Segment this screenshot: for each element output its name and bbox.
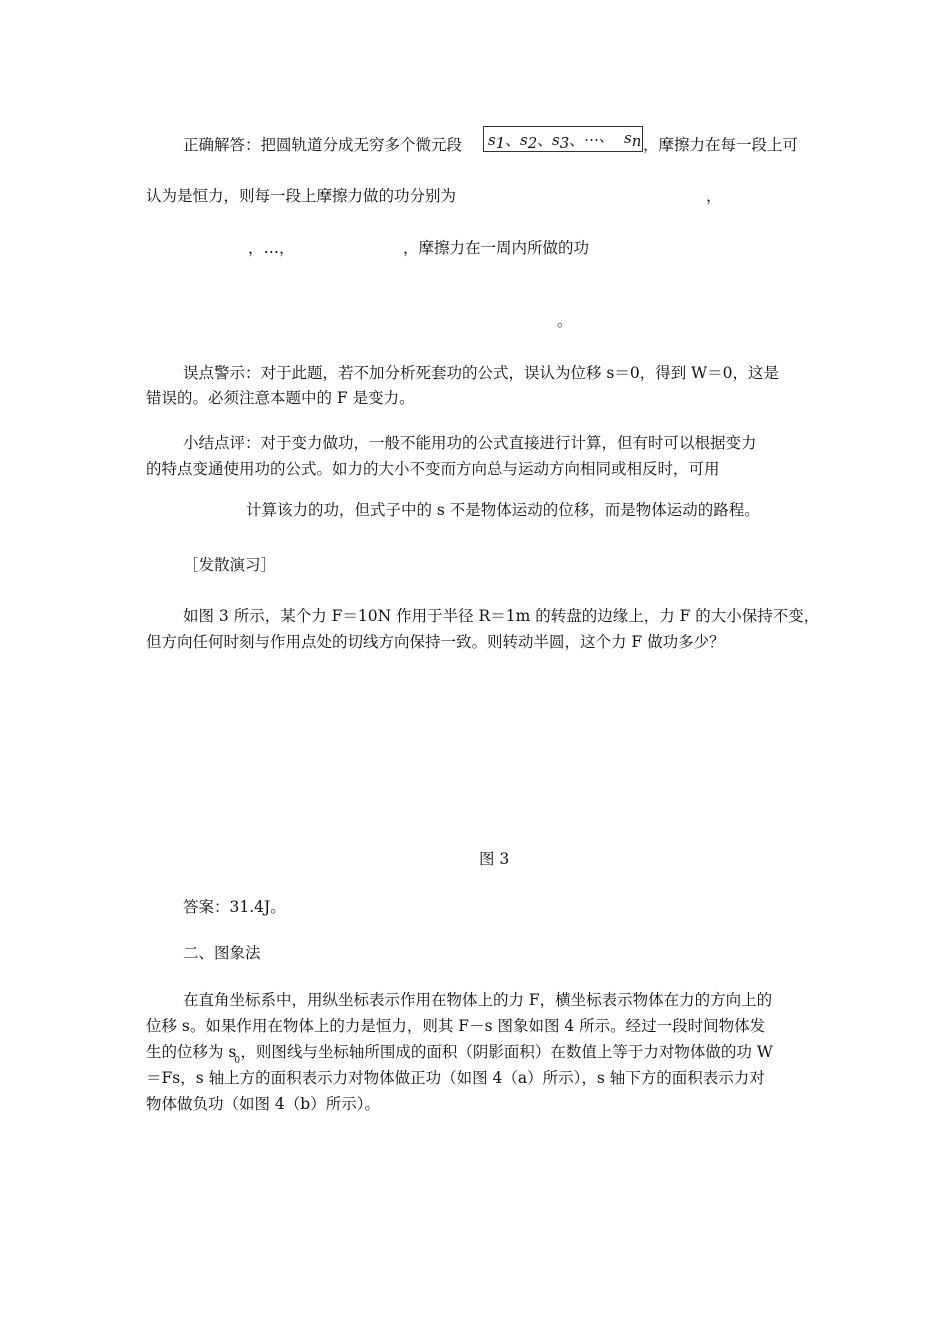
segment-s: sn <box>624 129 642 150</box>
subscript-zero: 0 <box>234 1056 241 1066</box>
exercise-answer: 答案：31.4J。 <box>183 898 286 916</box>
section-line-2: 位移 s。如果作用在物体上的力是恒力，则其 F－s 图象如图 4 所示。经过一段时间物体发 <box>146 1017 766 1035</box>
exercise-line-1: 如图 3 所示，某个力 F＝10N 作用于半径 R＝1m 的转盘的边缘上，力 F 的大小保持不变， <box>183 607 820 625</box>
answer-line-3b: ，摩擦力在一周内所做的功 <box>403 239 590 257</box>
exercise-line-2: 但方向任何时刻与作用点处的切线方向保持一致。则转动半圆，这个力 F 做功多少？ <box>146 633 725 651</box>
segment-s: s1、 <box>488 131 521 152</box>
exercise-heading: ［发散演习］ <box>183 556 277 574</box>
segment-s: s2、 <box>520 131 553 152</box>
segment-formula-image <box>483 126 643 152</box>
section-heading: 二、图象法 <box>183 944 261 962</box>
section-line-4: ＝Fs，s 轴上方的面积表示力对物体做正功（如图 4（a）所示），s 轴下方的面积表示力对 <box>146 1069 765 1087</box>
answer-line-4: 。 <box>557 312 573 330</box>
answer-line-1b: ，摩擦力在每一段上可 <box>643 136 799 154</box>
section-line-3: 生的位移为 s 0 ，则图线与坐标轴所围成的面积（阴影面积）在数值上等于力对物体做的功 W <box>146 1042 773 1062</box>
answer-line-2b: ， <box>706 187 722 205</box>
figure-caption: 图 3 <box>479 850 510 868</box>
summary-line-1: 小结点评：对于变力做功，一般不能用功的公式直接进行计算，但有时可以根据变力 <box>183 434 757 452</box>
summary-line-3: 计算该力的功，但式子中的 s 不是物体运动的位移，而是物体运动的路程。 <box>246 501 760 519</box>
segment-ellipsis: …、 <box>584 127 615 145</box>
warning-line-2: 错误的。必须注意本题中的 F 是变力。 <box>146 389 415 407</box>
section-line-5: 物体做负功（如图 4（b）所示）。 <box>146 1095 380 1113</box>
warning-line-1: 误点警示：对于此题，若不加分析死套功的公式，误认为位移 s＝0，得到 W＝0，这是 <box>183 364 779 382</box>
answer-line-1a: 正确解答：把圆轨道分成无穷多个微元段 <box>183 136 463 154</box>
section-line-1: 在直角坐标系中，用纵坐标表示作用在物体上的力 F，横坐标表示物体在力的方向上的 <box>183 991 773 1009</box>
answer-line-2a: 认为是恒力，则每一段上摩擦力做的功分别为 <box>146 187 457 205</box>
answer-line-3a: ，…， <box>248 239 295 257</box>
summary-line-2: 的特点变通使用功的公式。如力的大小不变而方向总与运动方向相同或相反时，可用 <box>146 460 720 478</box>
segment-s: s3、 <box>552 131 585 152</box>
